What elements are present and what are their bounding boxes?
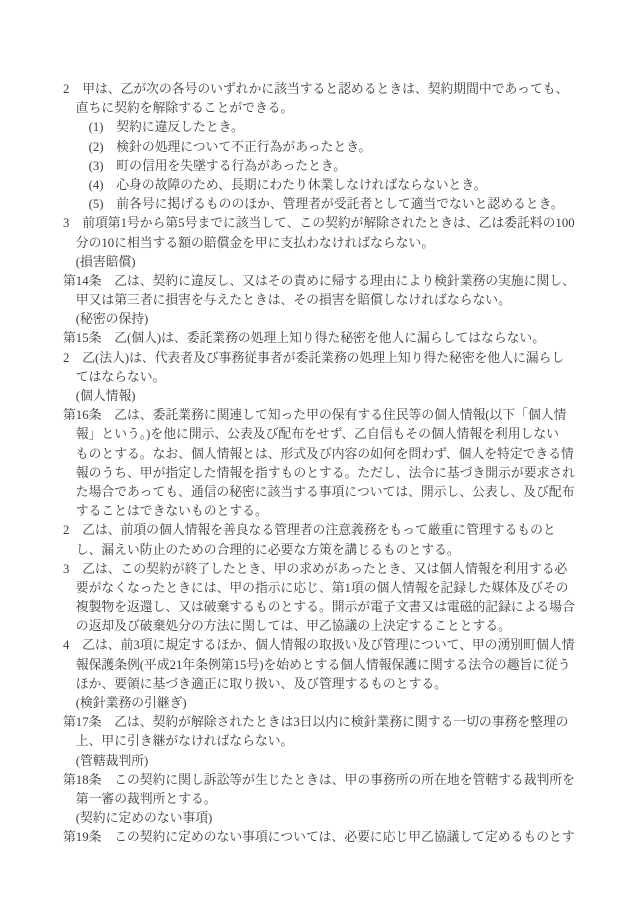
- document-line: (検針業務の引継ぎ): [75, 696, 187, 710]
- document-line: 要がなくなったときには、甲の指示に応じ、第1項の個人情報を記録した媒体及びその: [75, 580, 569, 595]
- document-line: 分の10に相当する額の賠償金を甲に支払わなければならない。: [75, 235, 435, 250]
- document-line: (4) 心身の故障のため、長期にわたり休業しなければならないとき。: [88, 177, 487, 192]
- document-line: 第18条 この契約に関し訴訟等が生じたときは、甲の事務所の所在地を管轄する裁判所を: [63, 772, 575, 787]
- document-line: 複製物を返還し、又は破棄するものとする。開示が電子文書又は電磁的記録による場合: [75, 600, 575, 615]
- document-line: (管轄裁判所): [75, 753, 149, 768]
- document-line: (3) 町の信用を失墜する行為があったとき。: [88, 158, 347, 173]
- document-line: 2 乙(法人)は、代表者及び事務従事者が委託業務の処理上知り得た秘密を他人に漏らし: [63, 350, 565, 365]
- document-line: 2 乙は、前項の個人情報を善良なる管理者の注意義務をもって厳重に管理するものと: [63, 523, 556, 538]
- document-line: 甲又は第三者に損害を与えたときは、その損害を賠償しなければならない。: [75, 293, 511, 308]
- document-line: (2) 検針の処理について不正行為があったとき。: [88, 139, 372, 154]
- document-line: 4 乙は、前3項に規定するほか、個人情報の取扱い及び管理について、甲の湧別町個人情: [63, 638, 575, 653]
- document-line: 第16条 乙は、委託業務に関連して知った甲の保有する住民等の個人情報(以下「個人情: [63, 408, 567, 423]
- document-line: 第一審の裁判所とする。: [75, 791, 217, 806]
- document-line: (契約に定めのない事項): [75, 811, 213, 826]
- document-line: ものとする。なお、個人情報とは、形式及び内容の如何を問わず、個人を特定できる情: [75, 446, 574, 461]
- document-line: ほか、要領に基づき適正に取り扱い、及び管理するものとする。: [75, 676, 447, 691]
- document-line: の返却及び破棄処分の方法に関しては、甲乙協議の上決定することとする。: [75, 619, 511, 634]
- document-line: (個人情報): [75, 389, 136, 403]
- document-line: 3 乙は、この契約が終了したとき、甲の求めがあったとき、又は個人情報を利用する必: [63, 561, 568, 576]
- document-line: 上、甲に引き継がなければならない。: [75, 734, 294, 749]
- document-line: 第14条 乙は、契約に違反し、又はその責めに帰する理由により検針業務の実施に関し、: [63, 273, 575, 288]
- document-line: てはならない。: [75, 369, 166, 384]
- document-line: することはできないものとする。: [75, 504, 268, 519]
- document-line: 報」という。)を他に開示、公表及び配布をせず、乙自信もその個人情報を利用しない: [75, 427, 559, 442]
- document-line: 第17条 乙は、契約が解除されたときは3日以内に検針業務に関する一切の事務を整理の: [63, 715, 569, 730]
- document-line: (1) 契約に違反したとき。: [88, 120, 244, 135]
- document-line: 報保護条例(平成21年条例第15号)を始めとする個人情報保護に関する法令の趣旨に従う: [75, 657, 571, 672]
- document-line: 第15条 乙(個人)は、委託業務の処理上知り得た秘密を他人に漏らしてはならない。: [63, 331, 546, 346]
- document-line: 報のうち、甲が指定した情報を指すものとする。ただし、法令に基づき開示が要求され: [75, 465, 575, 480]
- document-line: た場合であっても、通信の秘密に該当する事項については、開示し、公表し、及び配布: [75, 484, 575, 499]
- document-line: 2 甲は、乙が次の各号のいずれかに該当すると認めるときは、契約期間中であっても、: [63, 82, 569, 96]
- document-line: 第19条 この契約に定めのない事項については、必要に応じ甲乙協議して定めるものとす: [63, 830, 575, 845]
- document-line: し、漏えい防止のための合理的に必要な方策を講じるものとする。: [75, 542, 460, 557]
- document-line: 3 前項第1号から第5号までに該当して、この契約が解除されたときは、乙は委託料の100: [63, 216, 575, 231]
- document-line: 直ちに契約を解除することができる。: [75, 101, 294, 116]
- contract-text-block: [63, 80, 575, 848]
- document-line: (損害賠償): [75, 254, 136, 269]
- document-line: (秘密の保持): [75, 312, 149, 327]
- document-line: (5) 前各号に掲げるもののほか、管理者が受託者として適当でないと認めるとき。: [88, 197, 564, 212]
